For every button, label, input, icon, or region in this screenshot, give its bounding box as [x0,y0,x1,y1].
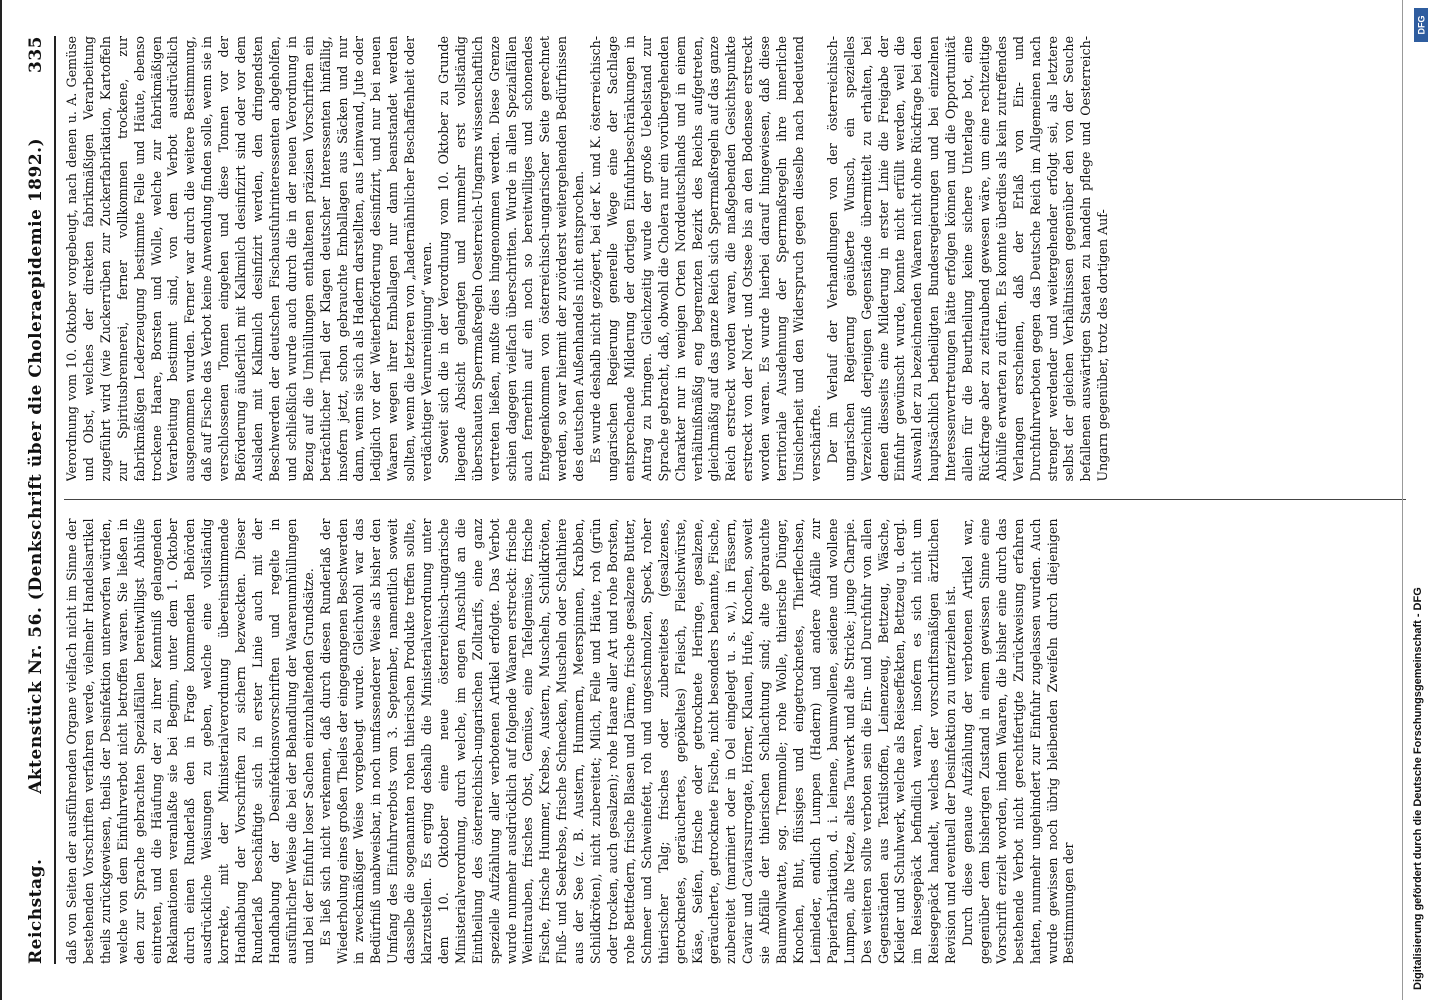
header-title: Aktenstück Nr. 56. (Denkschrift über die Choleraepidemie 1892.) [26,137,46,794]
column-divider [64,500,1406,501]
paragraph: Soweit sich die in der Verordnung vom 10. Oktober zu Grunde liegende Absicht gelangten und nunmehr erst vollständig überschauten Sperrmaßregeln Oesterreich-Ungarns wissenschaftlich vertreten ließen, mußte dies hingenommen werden. Diese Grenze schien dagegen vielfach überschritten. Wurde in allen Spezialfällen auch fernerhin auf ein noch so bereitwilliges und schonendes Entgegenkommen von österreichisch-ungarischer Seite gerechnet werden, so war hiermit der zuvörderst weitergehenden Bedürfnissen des deutschen Außenhandels nicht entsprochen. [435,36,587,482]
text-columns [64,36,1406,964]
running-header [26,36,50,964]
left-column [64,519,1406,965]
scan-edge [1402,0,1403,1000]
scan-edge [0,0,2,1000]
page-number: 335 [26,36,46,74]
digitisation-credit: Digitalisierung gefördert durch die Deutsche Forschungsgemeinschaft - DFG [1412,587,1424,990]
right-column [64,36,1406,482]
dfg-logo [1414,8,1428,42]
header-left: Reichstag. [26,858,46,964]
paragraph: Es wurde deshalb nicht gezögert, bei der K. und K. österreichisch-ungarischen Regierung generelle Wege eine der Sachlage entsprechende Milderung der dortigen Einfuhrbeschränkungen in Antrag zu bringen. Gleichzeitig wurde der große Uebelstand zur Sprache gebracht, daß, obwohl die Cholera nur ein vorübergehenden Charakter nur in wenigen Orten Norddeutschlands und in einem verhältnißmäßig eng begrenzten Bezirk des Reichs aufgetreten, gleichmäßig auf das ganze Reich sich Sperrmaßregeln auf das ganze Reich erstreckt worden waren, die maßgebenden Gesichtspunkte erstreckt von der Nord- und Ostsee bis an den Bodensee erstreckt worden waren. Es wurde hierbei darauf hingewiesen, daß diese territoriale Ausdehnung der Sperrmaßregeln ihre innerliche Unsicherheit und den Widerspruch gegen dieselbe nach bedeutend verschärfte. [588,36,823,482]
paragraph: Der im Verlauf der Verhandlungen von der österreichisch-ungarischen Regierung geäußerte Wunsch, ein spezielles Verzeichniß derjenigen Gegenstände übermittelt zu erhalten, bei denen diesseits eine Milderung in erster Linie die Freigabe der Einfuhr gewünscht wurde, konnte nicht erfüllt werden, weil die Auswahl der zu bezeichnenden Waaren nicht ohne Rückfrage bei den hauptsächlich betheiligten Bundesregierungen und bei einzelnen Interessenvertretungen hätte erfolgen können und die Opportunität allein für die Beurtheilung keine sichere Unterlage bot, eine Rückfrage aber zu zeitraubend gewesen wäre, um eine rechtzeitige Abhülfe erwarten zu dürfen. Es konnte überdies als kein zutreffendes Verlangen erscheinen, daß der Erlaß von Ein- und Durchfuhrverboten gegen das Deutsche Reich im Allgemeinen nach strenger werdender und weitergehender erfolgt sei, als letztere selbst der gleichen Verhältnissen gegenüber den von der Seuche befallenen auswärtigen Staaten zu handeln pflege und Oesterreich-Ungarn gegenüber, trotz des dortigen Auf- [824,36,1111,482]
paragraph: Es ließ sich nicht verkennen, daß durch diesen Runderlaß der Wiederholung eines großen Theiles der eingegangenen Beschwerden in zweckmäßiger Weise vorgebeugt wurde. Gleichwohl war das Bedürfniß unabweisbar, in noch umfassenderer Weise als bisher den Umfang des Einfuhrverbots vom 3. September, namentlich soweit dasselbe die sogenannten rohen thierischen Produkte treffen sollte, klarzustellen. Es erging deshalb die Ministerialverordnung unter dem 10. Oktober eine neue österreichisch-ungarische Ministerialverordnung, durch welche, im engen Anschluß an die Eintheilung des österreichisch-ungarischen Zolltarifs, eine ganz spezielle Aufzählung aller verbotenen Artikel erfolgte. Das Verbot wurde nunmehr ausdrücklich auf folgende Waaren erstreckt: frische Weintrauben, frisches Obst, Gemüse, eine Tafelgemüse, frische Fische, frische Hummer, Krebse, Austern, Muscheln, Schildkröten, Fluß- und Seekrebse, frische Schnecken, Muscheln oder Schalthiere aus der See (z. B. Austern, Hummern, Meerspinnen, Krabben, Schildkröten), nicht zubereitet; Milch, Felle und Häute, roh (grün oder trocken, auch gesalzen); rohe Haare aller Art und rohe Borsten, rohe Bettfedern, frische Blasen und Därme, frische gesalzene Butter, Schmeer und Schweinefett, roh und ungeschmolzen, Speck, roher thierischer Talg; frisches oder zubereitetes (gesalzenes, getrocknetes, geräuchertes, gepökeltes) Fleisch, Fleischwürste, Käse, Seifen, frische oder getrocknete Heringe, gesalzene, geräucherte, getrocknete Fische, nicht besonders benannte, Fische, zubereitet (mariniert oder in Oel eingelegt u. s. w.), in Fässern, Caviar und Caviarsurrogate, Hörner, Klauen, Hufe, Knochen, soweit sie Abfälle der thierischen Schlachtung sind; alte gebrauchte Baumwollwatte, sog. Tremmolle; rohe Wolle, thierische Dünger, Knochen, Blut, flüssiges und eingetrocknetes, Thierflechsen, Leimleder, endlich Lumpen (Hadern) und andere Abfälle zur Papierfabrikation, d. i. leinene, baumwollene, seidene und wollene Lumpen, alte Netze, altes Tauwerk und alte Stricke; junge Charpie. Des weiteren sollte verboten sein die Ein- und Durchfuhr von allen Gegenständen aus Textilstoffen, Leinenzeug, Bettzeug, Wäsche, Kleider und Schuhwerk, welche als Reiseeffekten, Bettzeug u. dergl. im Reisegepäck befindlich waren, insofern es sich nicht um Reisegepäck handelt, welches der vorschriftsmäßigen ärztlichen Revision und eventuell der Desinfektion zu unterziehen ist. [317,518,959,964]
paragraph: daß von Seiten der ausführenden Organe vielfach nicht im Sinne der bestehenden Vorschriften verfahren werde, vielmehr Handelsartikel theils zurückgewiesen, theils der Desinfektion unterworfen würden, welche von dem Einfuhrverbot nicht betroffen waren. Sie ließen in den zur Sprache gebrachten Spezialfällen bereitwilligst Abhülfe eintreten, und die Häufung der zu ihrer Kenntniß gelangenden Reklamationen veranlaßte sie bei Beginn, unter dem 1. Oktober durch einen Runderlaß den in Frage kommenden Behörden ausdrückliche Weisungen zu geben, welche eine vollständig korrekte, mit der Ministerialverordnung übereinstimmende Handhabung der Vorschriften zu sichern bezweckten. Dieser Runderlaß beschäftigte sich in erster Linie auch mit der Handhabung der Desinfektionsvorschriften und regelte in ausführlicher Weise die bei der Behandlung der Waarenumhüllungen und bei der Einfuhr loser Sachen einzuhaltenden Grundsätze. [64,518,316,964]
paragraph: Verordnung vom 10. Oktober vorgebeugt, nach denen u. A. Gemüse und Obst, welches der direkten fabrikmäßigen Verarbeitung zugeführt wird (wie Zuckerrüben zur Zuckerfabrikation, Kartoffeln zur Spiritusbrennerei, ferner vollkommen trockene, zur fabrikmäßigen Lederzeugung bestimmte Felle und Häute, ebenso trockene Haare, Borsten und Wolle, welche zur fabrikmäßigen Verarbeitung bestimmt sind, von dem Verbot ausdrücklich ausgenommen wurden. Ferner war durch die weitere Bestimmung, daß auf Fische das Verbot keine Anwendung finden solle, wenn sie in verschlossenen Tonnen eingehen und diese Tonnen vor der Beförderung äußerlich mit Kalkmilch desinfizirt sind oder vor dem Ausladen mit Kalkmilch desinfizirt werden, den dringendsten Beschwerden der deutschen Fischausfuhrinteressenten abgeholfen, und schließlich wurde auch durch die in der neuen Verordnung in Bezug auf die Umhüllungen enthaltenen präzisen Vorschriften ein beträchtlicher Theil der Klagen deutscher Interessenten hinfällig, insofern jetzt, schon gebrauchte Emballagen aus Säcken und nur dann, wenn sie sich als Hadern darstellten, aus Leinwand, Jute oder lediglich vor der Weiterbeförderung desinfizirt, und nur bei neuen Waaren wegen ihrer Emballagen nur dann beanstandet werden sollten, wenn die letzteren von „hadernähnlicher Beschaffenheit oder verdächtiger Verunreinigung“ waren. [64,36,435,482]
dfg-logo-text: DFG [1416,15,1426,35]
paragraph: Durch diese genaue Aufzählung der verbotenen Artikel war, gegenüber dem bisherigen Zustand in einem gewissen Sinne eine Vorschrift erzielt worden, indem Waaren, die bisher eine durch das bestehende Verbot nicht gerechtfertigte Zurückweisung erfahren hatten, nunmehr ungehindert zur Einfuhr zugelassen wurden. Auch wurde gewissen noch übrig bleibenden Zweifeln durch diejenigen Bestimmungen der [960,518,1077,964]
header-rule [54,36,56,964]
page-content [26,36,1406,964]
